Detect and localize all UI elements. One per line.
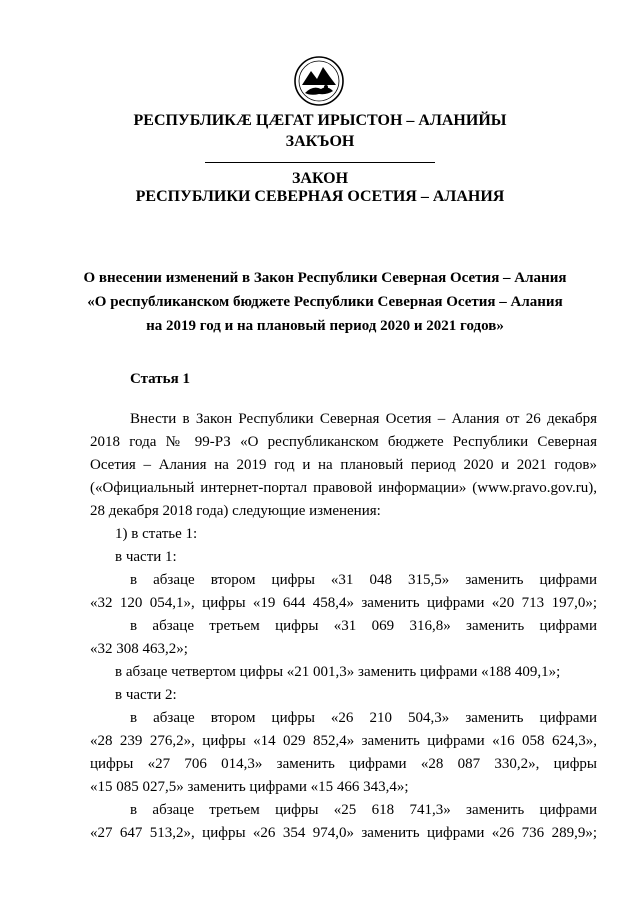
body-line: 28 декабря 2018 года) следующие изменения: — [90, 503, 381, 519]
law-title-line: О внесении изменений в Закон Республики Северная Осетия – Алания — [83, 270, 567, 286]
article-body — [90, 408, 597, 845]
body-line: «28 239 276,2», цифры «14 029 852,4» заменить цифрами «16 058 624,3», — [90, 733, 597, 749]
law-title — [60, 266, 590, 338]
law-title-line: «О республиканском бюджете Республики Северная Осетия – Алания — [87, 294, 563, 310]
body-line: в абзаце втором цифры «31 048 315,5» заменить цифрами — [130, 572, 597, 588]
body-line: в части 2: — [115, 687, 177, 703]
body-line: в абзаце третьем цифры «31 069 316,8» заменить цифрами — [130, 618, 597, 634]
body-line: Внести в Закон Республики Северная Осетия – Алания от 26 декабря — [130, 411, 597, 427]
header-divider — [205, 162, 435, 163]
body-line: Осетия – Алания на 2019 год и на плановый период 2020 и 2021 годов» — [90, 457, 597, 473]
ossetian-republic-name: РЕСПУБЛИКӔ ЦӔГАТ ИРЫСТОН – АЛАНИЙЫ — [133, 112, 507, 129]
body-line: в абзаце третьем цифры «25 618 741,3» заменить цифрами — [130, 802, 597, 818]
body-line: в абзаце четвертом цифры «21 001,3» заменить цифрами «188 409,1»; — [115, 664, 561, 680]
law-title-line: на 2019 год и на плановый период 2020 и 2021 годов» — [146, 318, 504, 334]
russian-republic-name: РЕСПУБЛИКИ СЕВЕРНАЯ ОСЕТИЯ – АЛАНИЯ — [135, 188, 505, 205]
body-line: «32 308 463,2»; — [90, 641, 188, 657]
body-line: 1) в статье 1: — [115, 526, 198, 542]
russian-law-label: ЗАКОН — [291, 170, 349, 187]
body-line: в абзаце втором цифры «26 210 504,3» заменить цифрами — [130, 710, 597, 726]
article-heading: Статья 1 — [130, 371, 190, 387]
body-line: «27 647 513,2», цифры «26 354 974,0» заменить цифрами «26 736 289,9»; — [90, 825, 597, 841]
body-line: «15 085 027,5» заменить цифрами «15 466 343,4»; — [90, 779, 409, 795]
body-line: цифры «27 706 014,3» заменить цифрами «28 087 330,2», цифры — [90, 756, 597, 772]
ossetian-law-label: ЗАКЪОН — [285, 133, 355, 150]
body-line: 2018 года № 99-РЗ «О республиканском бюджете Республики Северная — [90, 434, 597, 450]
body-line: «32 120 054,1», цифры «19 644 458,4» заменить цифрами «20 713 197,0»; — [90, 595, 597, 611]
body-line: («Официальный интернет-портал правовой информации» (www.pravo.gov.ru), — [90, 480, 597, 496]
body-line: в части 1: — [115, 549, 177, 565]
coat-of-arms-emblem — [293, 55, 345, 107]
